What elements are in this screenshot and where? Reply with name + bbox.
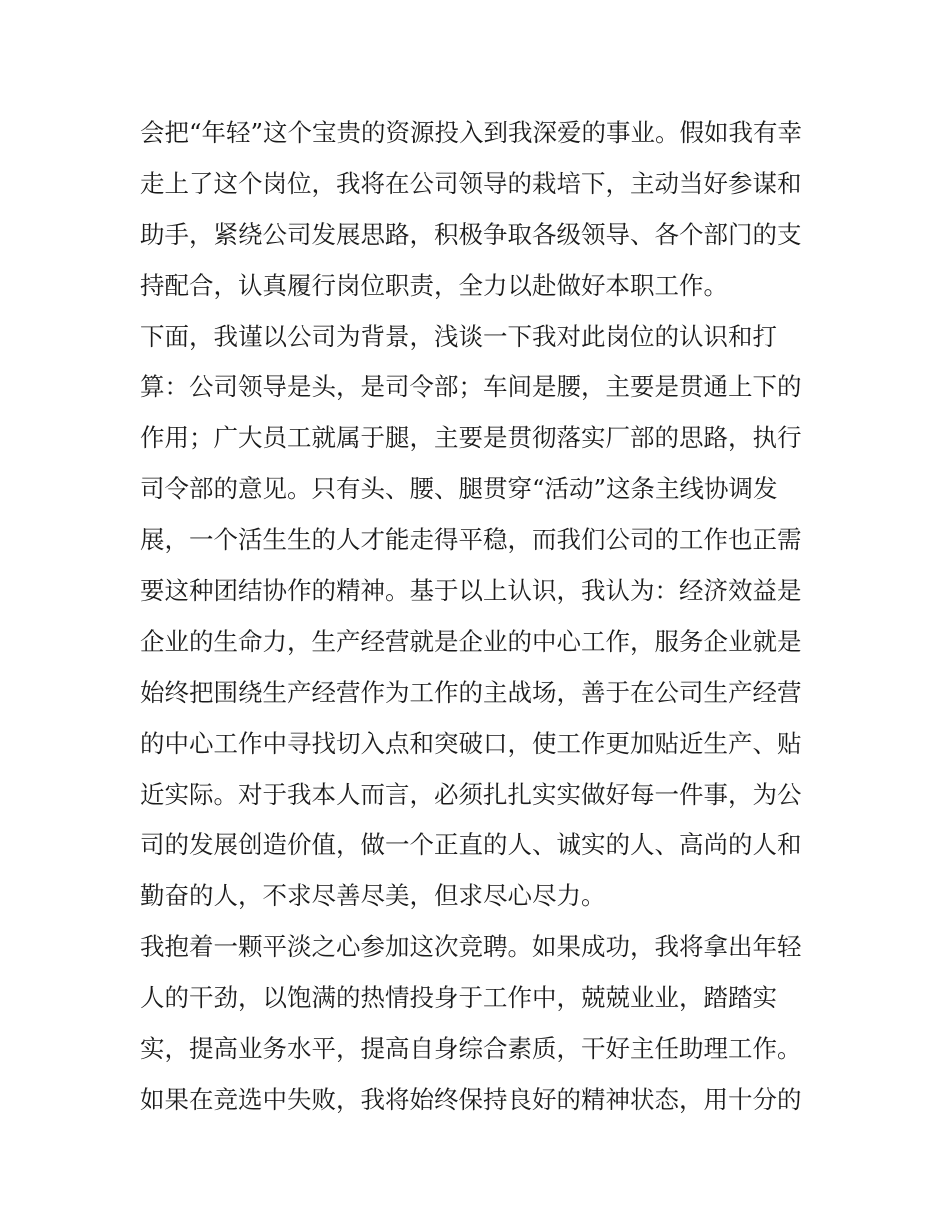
text-line: 司令部的意见。只有头、腰、腿贯穿“活动”这条主线协调发 [140, 474, 778, 504]
text-line: 人的干劲，以饱满的热情投身于工作中，兢兢业业，踏踏实 [140, 983, 777, 1013]
text-line: 作用；广大员工就属于腿，主要是贯彻落实厂部的思路，执行 [140, 423, 802, 453]
text-line: 下面，我谨以公司为背景，浅谈一下我对此岗位的认识和打 [140, 321, 777, 351]
text-line: 始终把围绕生产经营作为工作的主战场，善于在公司生产经营 [140, 677, 802, 707]
text-line: 我抱着一颗平淡之心参加这次竞聘。如果成功，我将拿出年轻 [140, 932, 802, 962]
text-line: 实，提高业务水平，提高自身综合素质，干好主任助理工作。 [140, 1034, 802, 1064]
text-line: 司的发展创造价值，做一个正直的人、诚实的人、高尚的人和 [140, 830, 802, 860]
text-line: 走上了这个岗位，我将在公司领导的栽培下，主动当好参谋和 [140, 168, 802, 198]
text-line: 如果在竞选中失败，我将始终保持良好的精神状态，用十分的 [140, 1084, 802, 1114]
text-line: 近实际。对于我本人而言，必须扎扎实实做好每一件事，为公 [140, 779, 802, 809]
text-line: 企业的生命力，生产经营就是企业的中心工作，服务企业就是 [140, 626, 802, 656]
document-body [140, 108, 820, 1126]
text-line: 展，一个活生生的人才能走得平稳，而我们公司的工作也正需 [140, 525, 802, 555]
text-line: 会把“年轻”这个宝贵的资源投入到我深爱的事业。假如我有幸 [140, 118, 803, 147]
text-line: 持配合，认真履行岗位职责，全力以赴做好本职工作。 [140, 270, 728, 300]
text-line: 勤奋的人，不求尽善尽美，但求尽心尽力。 [140, 881, 606, 911]
text-line: 算：公司领导是头，是司令部；车间是腰，主要是贯通上下的 [140, 372, 802, 402]
text-line: 助手，紧绕公司发展思路，积极争取各级领导、各个部门的支 [140, 219, 802, 249]
text-line: 要这种团结协作的精神。基于以上认识，我认为：经济效益是 [140, 576, 802, 606]
text-line: 的中心工作中寻找切入点和突破口，使工作更加贴近生产、贴 [140, 728, 802, 758]
